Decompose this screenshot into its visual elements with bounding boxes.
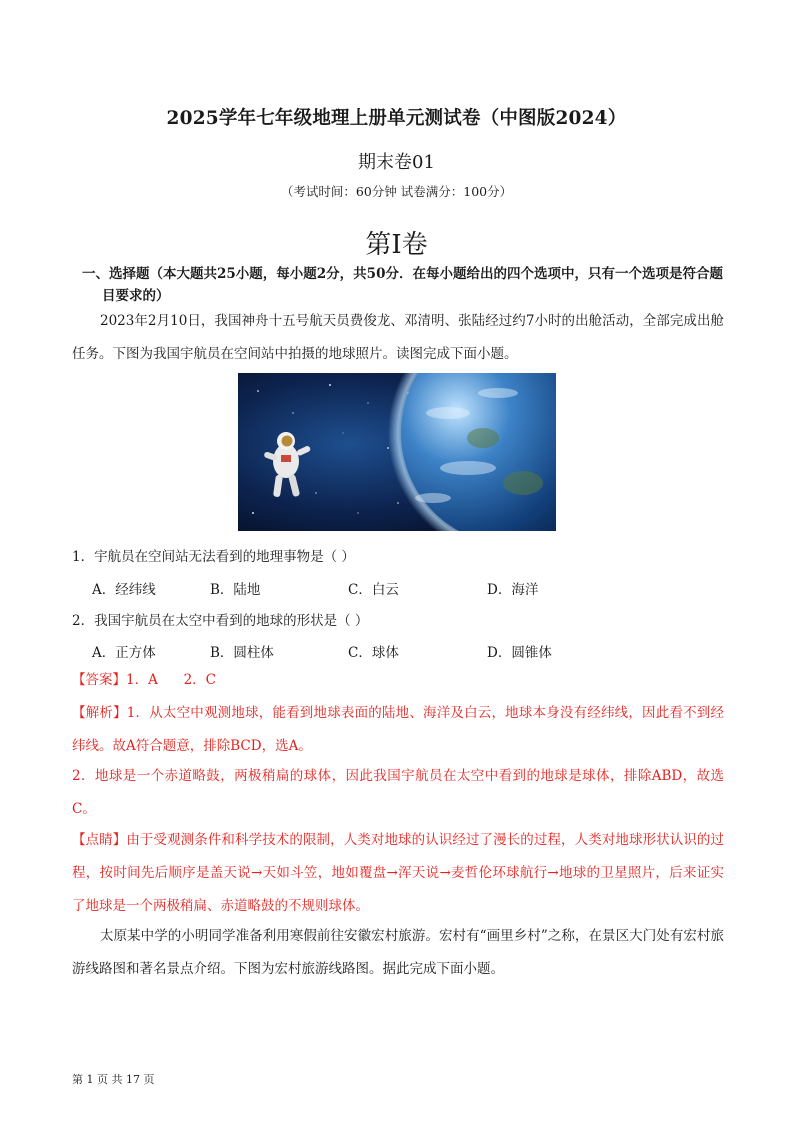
question-2-option-a: A．正方体 [92,645,156,661]
section-instruction: 一、选择题（本大题共25小题，每小题2分，共50分．在每小题给出的四个选项中，只有一个选项是符合题目要求的） [82,266,723,304]
section-title: 第I卷 [365,230,428,260]
question-1-option-c: C．白云 [348,582,399,598]
question-1-option-b: B．陆地 [210,582,261,598]
question-1-option-d: D．海洋 [487,582,539,598]
comment: 【点睛】由于受观测条件和科学技术的限制，人类对地球的认识经过了漫长的过程，人类对地球形状认识的过程，按时间先后顺序是盖天说→天如斗笠，地如覆盘→浑天说→麦哲伦环球航行→地球的卫星照片，后来证实了地球是一个两极稍扁、赤道略鼓的不规则球体。 [72,832,724,914]
earth-astronaut-photo [238,373,556,531]
page-subtitle: 期末卷01 [358,152,435,173]
question-1-option-a: A．经纬线 [92,582,156,598]
passage-2: 太原某中学的小明同学准备利用寒假前往安徽宏村旅游。宏村有“画里乡村”之称，在景区大门处有宏村旅游线路图和著名景点介绍。下图为宏村旅游线路图。据此完成下面小题。 [72,928,724,977]
passage-1: 2023年2月10日，我国神舟十五号航天员费俊龙、邓清明、张陆经过约7小时的出舱活动，全部完成出舱任务。下图为我国宇航员在空间站中拍摄的地球照片。读图完成下面小题。 [72,313,724,362]
question-2-option-b: B．圆柱体 [210,645,274,661]
analysis-1: 【解析】1．从太空中观测地球，能看到地球表面的陆地、海洋及白云，地球本身没有经纬线，因此看不到经纬线。故A符合题意，排除BCD，选A。 [72,705,724,754]
exam-info: （考试时间：60分钟 试卷满分：100分） [280,184,513,199]
question-2-option-d: D．圆锥体 [487,645,552,661]
answer-line: 【答案】1．A 2．C [72,672,217,688]
question-2-option-c: C．球体 [348,645,399,661]
question-2-stem: 2．我国宇航员在太空中看到的地球的形状是（ ） [72,613,369,629]
page-footer: 第 1 页 共 17 页 [72,1073,155,1086]
page-title: 2025学年七年级地理上册单元测试卷（中图版2024） [166,108,627,129]
question-1-stem: 1．宇航员在空间站无法看到的地理事物是（ ） [72,549,355,565]
analysis-2: 2．地球是一个赤道略鼓，两极稍扁的球体，因此我国宇航员在太空中看到的地球是球体，排除ABD，故选C。 [72,768,724,817]
